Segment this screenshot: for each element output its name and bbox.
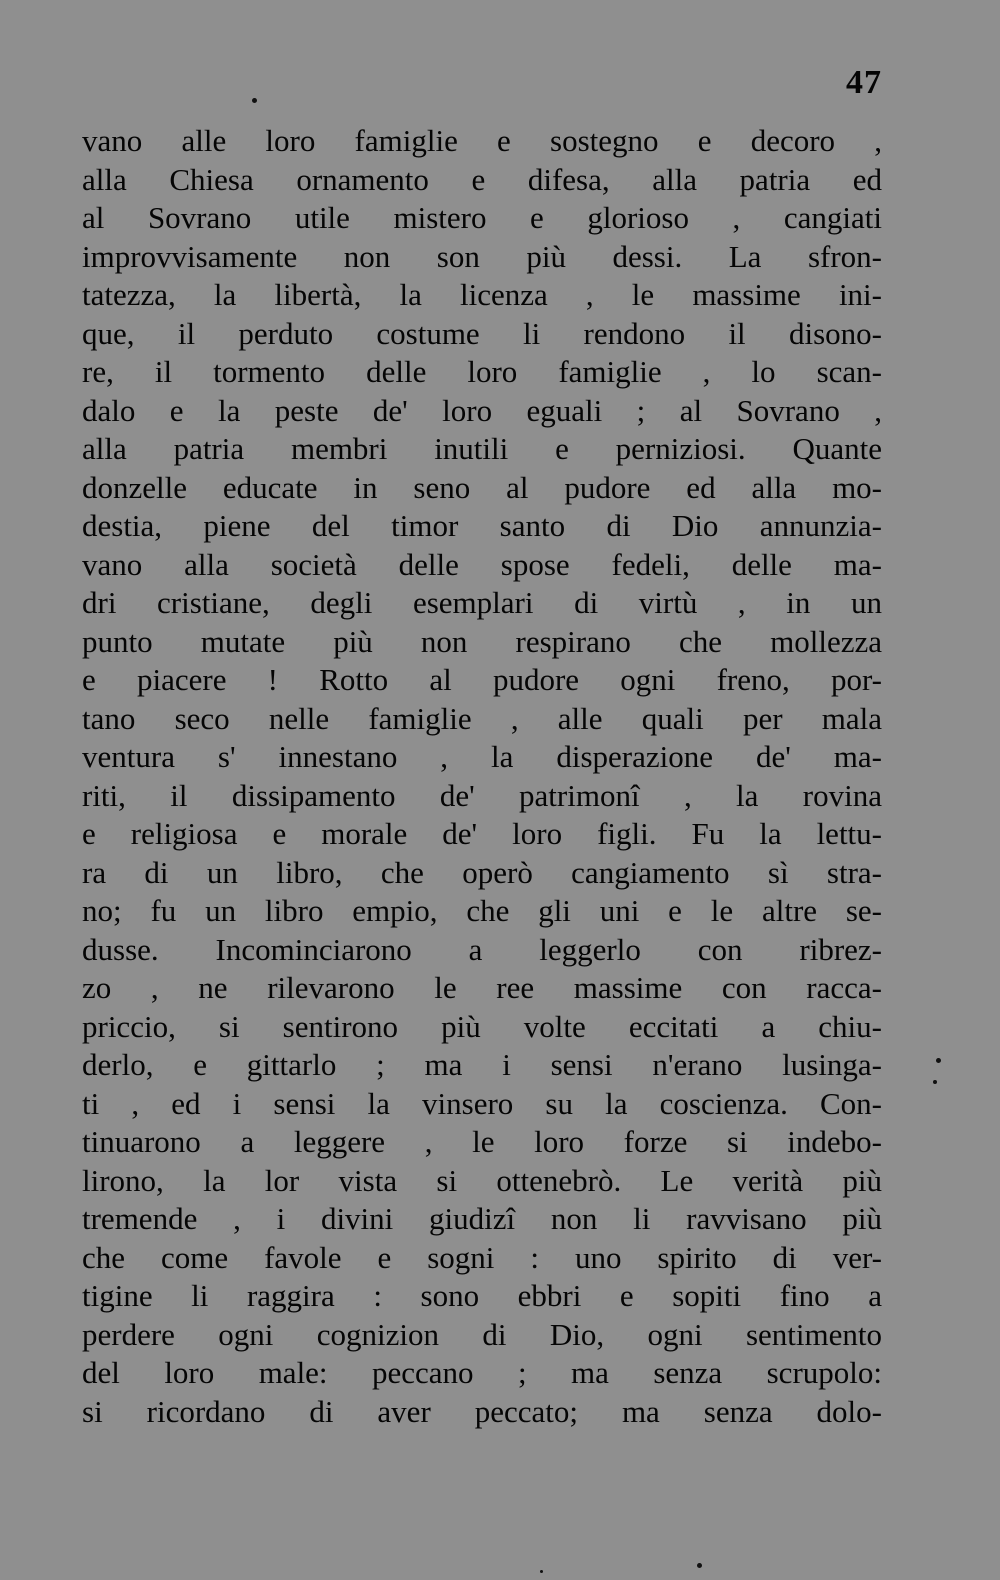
text-line: del loro male: peccano ; ma senza scrupolo:	[82, 1355, 882, 1390]
text-line: tigine li raggira : sono ebbri e sopiti fino a	[82, 1278, 882, 1313]
text-line: tano seco nelle famiglie , alle quali per mala	[82, 700, 882, 736]
text-line: destia, piene del timor santo di Dio annunzia-	[82, 508, 882, 543]
text-line: ventura s' innestano , la disperazione de' ma-	[82, 739, 882, 774]
text-line: no; fu un libro empio, che gli uni e le altre se-	[82, 893, 882, 928]
text-line: improvvisamente non son più dessi. La sfron-	[82, 238, 882, 274]
text-line: si ricordano di aver peccato; ma senza dolo-	[82, 1393, 882, 1429]
text-line: tatezza, la libertà, la licenza , le massime ini-	[82, 277, 882, 312]
ink-speck	[933, 1080, 937, 1084]
text-line: che come favole e sogni : uno spirito di ver-	[82, 1239, 882, 1275]
text-line: alla patria membri inutili e perniziosi. Quante	[82, 431, 882, 466]
text-line: que, il perduto costume li rendono il disono-	[82, 315, 882, 351]
text-line: al Sovrano utile mistero e glorioso , cangiati	[82, 200, 882, 235]
ink-speck	[540, 1570, 543, 1573]
page-number: 47	[846, 64, 882, 101]
ink-speck	[697, 1563, 702, 1568]
ink-speck	[936, 1058, 941, 1063]
text-line: tinuarono a leggere , le loro forze si indebo-	[82, 1124, 882, 1159]
text-line: dusse. Incominciarono a leggerlo con ribrez-	[82, 931, 882, 967]
text-line: vano alle loro famiglie e sostegno e decoro ,	[82, 123, 882, 158]
text-line: dri cristiane, degli esemplari di virtù , in un	[82, 585, 882, 620]
body-text	[82, 122, 882, 1431]
text-line: perdere ogni cognizion di Dio, ogni sentimento	[82, 1316, 882, 1352]
text-line: donzelle educate in seno al pudore ed alla mo-	[82, 469, 882, 505]
text-line: punto mutate più non respirano che mollezza	[82, 623, 882, 659]
text-line: ti , ed i sensi la vinsero su la coscienza. Con-	[82, 1085, 882, 1121]
text-line: priccio, si sentirono più volte eccitati a chiu-	[82, 1008, 882, 1044]
text-line: e religiosa e morale de' loro figli. Fu la lettu-	[82, 816, 882, 851]
text-line: dalo e la peste de' loro eguali ; al Sovrano ,	[82, 392, 882, 428]
text-line: lirono, la lor vista si ottenebrò. Le verità più	[82, 1162, 882, 1198]
text-line: zo , ne rilevarono le ree massime con racca-	[82, 970, 882, 1005]
text-line: ra di un libro, che operò cangiamento sì stra-	[82, 854, 882, 890]
ink-speck	[252, 98, 257, 103]
text-line: re, il tormento delle loro famiglie , lo scan-	[82, 354, 882, 389]
text-line: e piacere ! Rotto al pudore ogni freno, por-	[82, 662, 882, 697]
text-line: riti, il dissipamento de' patrimonî , la rovina	[82, 777, 882, 813]
text-line: alla Chiesa ornamento e difesa, alla patria ed	[82, 161, 882, 197]
text-line: vano alla società delle spose fedeli, delle ma-	[82, 546, 882, 582]
text-line: tremende , i divini giudizî non li ravvisano più	[82, 1201, 882, 1236]
text-line: derlo, e gittarlo ; ma i sensi n'erano lusinga-	[82, 1047, 882, 1082]
